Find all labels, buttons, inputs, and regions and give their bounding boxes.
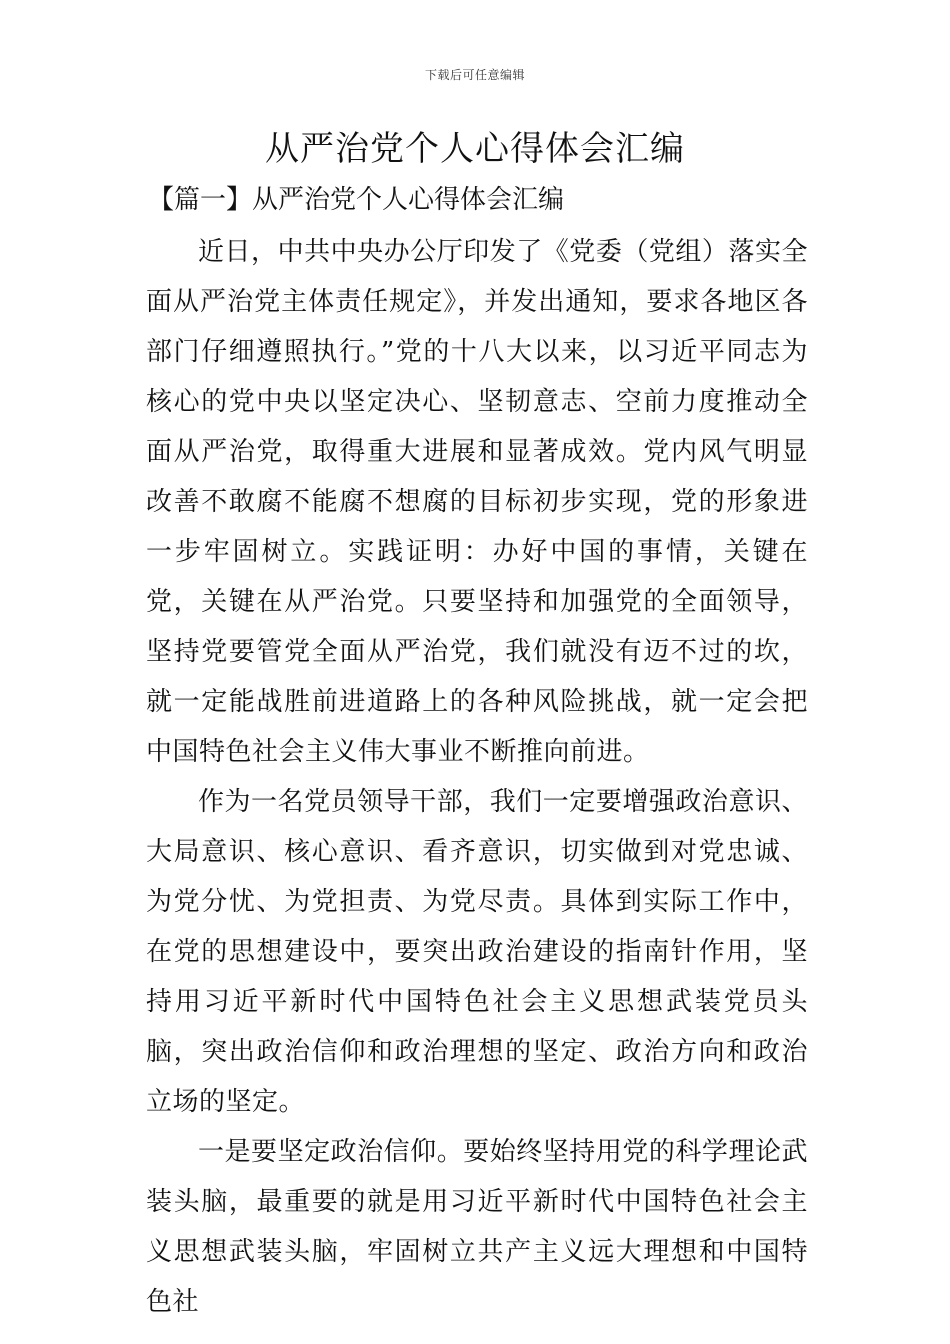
document-title: 从严治党个人心得体会汇编: [265, 129, 685, 169]
paragraph-3: 一是要坚定政治信仰。要始终坚持用党的科学理论武装头脑，最重要的就是用习近平新时代中国特色社会主义思想武装头脑，牢固树立共产主义远大理想和中国特色社: [146, 1137, 808, 1317]
paragraph-1: 近日，中共中央办公厅印发了《党委（党组）落实全面从严治党主体责任规定》，并发出通知，要求各地区各部门仔细遵照执行。”党的十八大以来，以习近平同志为核心的党中央以坚定决心、坚韧意志、空前力度推动全面从严治党，取得重大进展和显著成效。党内风气明显改善不敢腐不能腐不想腐的目标初步实现，党的形象进一步牢固树立。实践证明：办好中国的事情，关键在党，关键在从严治党。只要坚持和加强党的全面领导，坚持党要管党全面从严治党，我们就没有迈不过的坎，就一定能战胜前进道路上的各种风险挑战，就一定会把中国特色社会主义伟大事业不断推向前进。: [146, 237, 808, 767]
paragraph-2: 作为一名党员领导干部，我们一定要增强政治意识、大局意识、核心意识、看齐意识，切实做到对党忠诚、为党分忧、为党担责、为党尽责。具体到实际工作中，在党的思想建设中，要突出政治建设的指南针作用，坚持用习近平新时代中国特色社会主义思想武装党员头脑，突出政治信仰和政治理想的坚定、政治方向和政治立场的坚定。: [146, 787, 808, 1117]
section-heading: 【篇一】从严治党个人心得体会汇编: [148, 185, 565, 215]
header-note: 下载后可任意编辑: [424, 68, 525, 82]
document-body: [146, 227, 808, 1327]
